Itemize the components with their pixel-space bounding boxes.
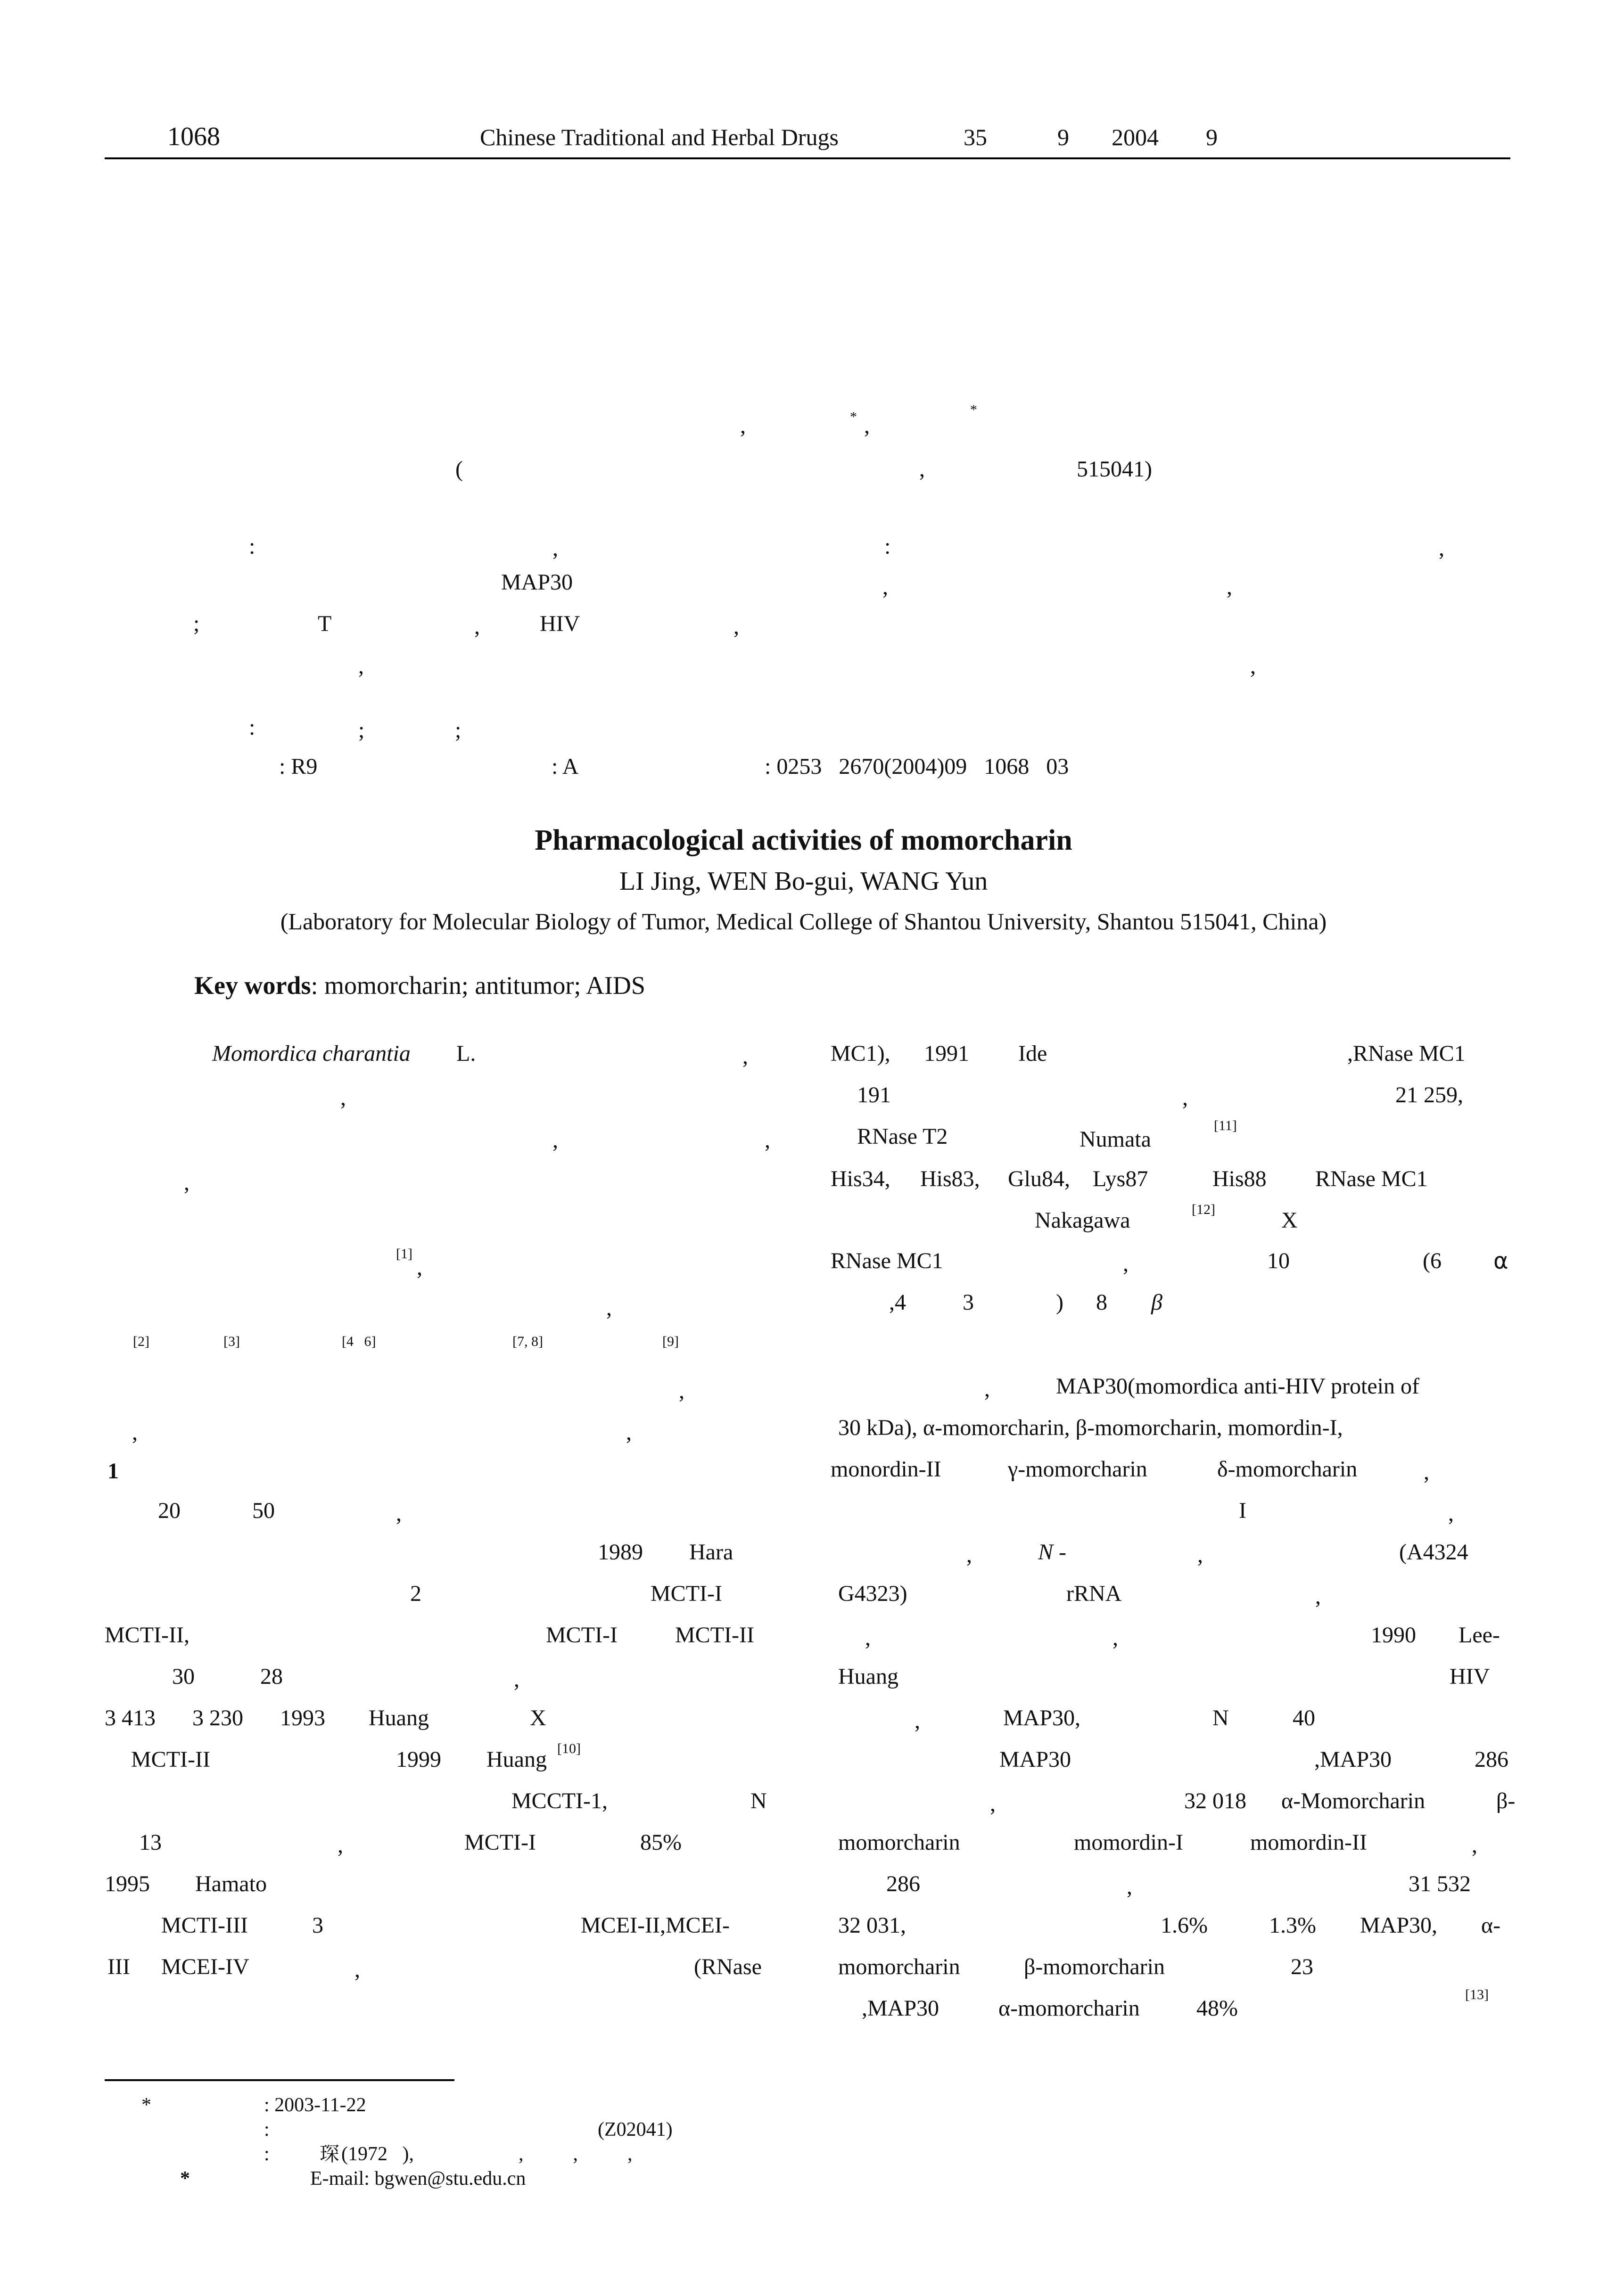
text-term: MCTI-III — [161, 1913, 248, 1938]
text-term: MCTI-II — [675, 1623, 754, 1648]
text-mark: , — [966, 1542, 972, 1567]
text-mark: , — [184, 1170, 190, 1195]
text-term: ,RNase MC1 — [1347, 1041, 1466, 1066]
text-term: momorcharin — [838, 1954, 960, 1979]
abstract-mark: : — [884, 534, 891, 559]
bio-year: (1972 ), — [341, 2143, 414, 2165]
keywords-cn-mark: : — [249, 715, 255, 740]
text-term: RNase MC1 — [831, 1248, 943, 1273]
citation-2: [2] — [133, 1334, 149, 1349]
text-mark: , — [552, 1128, 558, 1153]
email: E-mail: bgwen@stu.edu.cn — [310, 2168, 526, 2189]
english-keywords — [169, 947, 645, 1024]
bio-colon: : — [264, 2143, 270, 2165]
text-number: 23 — [1291, 1954, 1313, 1979]
text-term: ,MAP30 — [862, 1996, 939, 2021]
text-mark: , — [338, 1833, 343, 1858]
text-mark: , — [984, 1377, 990, 1402]
text-number: 30 — [172, 1664, 195, 1689]
english-authors: LI Jing, WEN Bo-gui, WANG Yun — [619, 867, 988, 896]
text-mark: , — [340, 1085, 346, 1110]
class-number: : R9 — [279, 754, 318, 779]
text-term: momordin-II — [1250, 1830, 1367, 1855]
text-mark: , — [679, 1378, 684, 1403]
citation-4-6: [4 6] — [342, 1334, 376, 1349]
alpha-symbol: α — [1493, 1248, 1508, 1274]
footnote-rule — [105, 2079, 454, 2081]
text-term: MCTI-I — [651, 1581, 722, 1606]
text-term: HIV — [1450, 1664, 1490, 1689]
text-term: I — [1239, 1498, 1246, 1523]
keywords-cn-mark: ; — [455, 718, 461, 743]
citation-7-8: [7, 8] — [512, 1334, 543, 1349]
header-rule — [105, 157, 1510, 159]
text-name: Ide — [1018, 1041, 1047, 1066]
text-mark: , — [354, 1957, 360, 1982]
text-term: (RNase — [694, 1954, 762, 1979]
text-line: 30 kDa), α-momorcharin, β-momorcharin, momordin-I, — [838, 1415, 1343, 1440]
text-term: MCTI-II, — [105, 1623, 190, 1648]
beta-symbol: β — [1151, 1290, 1162, 1315]
text-term: MC1), — [831, 1041, 890, 1066]
text-term: His83, — [920, 1166, 980, 1191]
text-term: momordin-I — [1074, 1830, 1183, 1855]
abstract-mark: , — [358, 654, 364, 679]
received-date: : 2003-11-22 — [264, 2094, 366, 2116]
abstract-mark: ; — [193, 611, 200, 636]
page-number: 1068 — [167, 122, 220, 151]
citation-10: [10] — [557, 1741, 581, 1756]
abstract-term: T — [318, 611, 332, 636]
text-number: 1.6% — [1161, 1913, 1208, 1938]
text-term: N - — [1038, 1540, 1066, 1565]
text-term: δ-momorcharin — [1217, 1457, 1358, 1482]
text-mark: , — [1315, 1584, 1321, 1609]
text-term: N — [750, 1788, 767, 1813]
text-term: γ-momorcharin — [1008, 1457, 1147, 1482]
text-term: Lys87 — [1093, 1166, 1148, 1191]
text-mark: , — [1424, 1460, 1429, 1484]
article-id: : 0253 2670(2004)09 1068 03 — [765, 754, 1069, 779]
text-mark: , — [132, 1420, 138, 1445]
fund-colon: : — [264, 2119, 270, 2140]
abstract-mark: , — [1439, 536, 1444, 561]
text-term: MAP30, — [1003, 1706, 1081, 1730]
abstract-mark: , — [1227, 574, 1232, 599]
text-name: Numata — [1080, 1127, 1151, 1152]
journal-volume: 35 — [964, 124, 987, 150]
text-number: 1990 — [1371, 1623, 1416, 1648]
text-mark: , — [1197, 1542, 1203, 1567]
text-number: 20 — [158, 1498, 181, 1523]
text-mark: , — [1182, 1085, 1188, 1110]
citation-13: [13] — [1465, 1987, 1489, 2002]
text-number: 1993 — [280, 1706, 325, 1730]
text-term: His88 — [1212, 1166, 1267, 1191]
abstract-term: HIV — [540, 611, 580, 636]
text-mark: , — [626, 1420, 632, 1445]
text-number: 13 — [139, 1830, 162, 1855]
abstract-mark: , — [552, 536, 558, 561]
fund-code: (Z02041) — [598, 2119, 673, 2140]
text-mark: , — [742, 1044, 748, 1069]
text-term: III — [107, 1954, 130, 1979]
text-term: X — [1281, 1208, 1298, 1233]
bio-glyph: 琛 — [320, 2142, 340, 2165]
text-number: 8 — [1096, 1290, 1107, 1315]
text-term: MAP30(momordica anti-HIV protein of — [1056, 1374, 1419, 1399]
citation-9: [9] — [662, 1334, 679, 1349]
text-number: 85% — [640, 1830, 682, 1855]
text-term: β-momorcharin — [1024, 1954, 1165, 1979]
text-number: 3 413 — [105, 1706, 156, 1730]
text-name: Lee- — [1459, 1623, 1500, 1648]
text-mark: , — [1472, 1833, 1477, 1858]
text-term: α- — [1481, 1913, 1501, 1938]
journal-issue: 9 — [1057, 124, 1069, 150]
text-mark: , — [417, 1255, 422, 1280]
text-number: 2 — [410, 1581, 421, 1606]
text-term: α-Momorcharin — [1281, 1788, 1426, 1813]
text-number: 28 — [260, 1664, 283, 1689]
species-name: Momordica charantia — [212, 1041, 411, 1066]
text-number: 191 — [857, 1082, 891, 1107]
text-mark: , — [990, 1791, 996, 1816]
text-number: 40 — [1293, 1706, 1315, 1730]
text-term: MCEI-II,MCEI- — [581, 1913, 730, 1938]
text-mark: , — [1113, 1625, 1118, 1650]
text-name: Huang — [486, 1747, 547, 1772]
section-number: 1 — [107, 1459, 119, 1484]
text-term: MAP30, — [1360, 1913, 1438, 1938]
text-term: β- — [1496, 1788, 1516, 1813]
text-number: 32 031, — [838, 1913, 906, 1938]
text-number: 10 — [1267, 1248, 1290, 1273]
text-term: rRNA — [1066, 1581, 1122, 1606]
abstract-mark: , — [733, 614, 739, 639]
text-term: ,MAP30 — [1314, 1747, 1392, 1772]
text-term: (A4324 — [1399, 1540, 1468, 1565]
bio-commas: , , , — [519, 2143, 633, 2165]
text-number: 1999 — [396, 1747, 441, 1772]
text-mark: , — [396, 1501, 402, 1526]
text-term: N — [1212, 1706, 1229, 1730]
text-number: 286 — [1475, 1747, 1508, 1772]
abstract-mark: , — [882, 574, 888, 599]
abstract-term: MAP30 — [501, 570, 573, 595]
journal-name: Chinese Traditional and Herbal Drugs — [480, 124, 839, 150]
citation-12: [12] — [1192, 1202, 1215, 1217]
affiliation-open: ( — [455, 457, 463, 482]
text-number: 1989 — [598, 1540, 643, 1565]
text-term: RNase T2 — [857, 1124, 948, 1149]
text-mark: , — [765, 1128, 770, 1153]
text-term: RNase MC1 — [1315, 1166, 1428, 1191]
text-number: ,4 — [889, 1290, 906, 1315]
text-term: G4323) — [838, 1581, 907, 1606]
journal-year: 2004 — [1112, 124, 1159, 150]
text-term: α-momorcharin — [998, 1996, 1140, 2021]
text-number: 3 — [312, 1913, 323, 1938]
text-term: His34, — [831, 1166, 890, 1191]
citation-3: [3] — [223, 1334, 240, 1349]
keywords-cn-mark: ; — [358, 718, 365, 743]
text-term: X — [530, 1706, 546, 1730]
author-mark: * — [970, 402, 977, 418]
abstract-mark: , — [1250, 654, 1256, 679]
text-name: Nakagawa — [1035, 1208, 1130, 1233]
text-name: Huang — [838, 1664, 898, 1689]
abstract-mark: , — [474, 614, 480, 639]
affiliation-zip: 515041) — [1077, 457, 1152, 482]
text-number: 3 230 — [192, 1706, 243, 1730]
text-name: Hamato — [195, 1871, 267, 1896]
text-name: Huang — [369, 1706, 429, 1730]
text-number: 1995 — [105, 1871, 150, 1896]
text-number: 50 — [252, 1498, 275, 1523]
footnote-star: * — [141, 2094, 151, 2116]
abstract-mark: : — [249, 534, 255, 559]
text-term: MCTI-I — [464, 1830, 536, 1855]
affiliation-comma: , — [919, 457, 925, 482]
text-term: momorcharin — [838, 1830, 960, 1855]
text-term: Glu84, — [1008, 1166, 1070, 1191]
text-mark: , — [1127, 1874, 1132, 1899]
text-number: 1.3% — [1269, 1913, 1316, 1938]
citation-11: [11] — [1214, 1118, 1237, 1133]
text-term: MCCTI-1, — [511, 1788, 608, 1813]
text-mark: , — [1123, 1251, 1129, 1276]
english-title: Pharmacological activities of momorcharin — [535, 824, 1072, 856]
author-mark: * — [850, 409, 857, 425]
text-term: MCEI-IV — [161, 1954, 249, 1979]
keywords-label: Key words — [194, 971, 311, 1000]
text-mark: , — [1448, 1501, 1454, 1526]
text-number: 48% — [1196, 1996, 1238, 2021]
text-number: (6 — [1423, 1248, 1442, 1273]
text-number: 21 259, — [1395, 1082, 1463, 1107]
text-term: MAP30 — [999, 1747, 1071, 1772]
species-author: L. — [456, 1041, 476, 1066]
english-affiliation: (Laboratory for Molecular Biology of Tumor, Medical College of Shantou University, Shantou 515041, China) — [280, 908, 1327, 935]
keywords-list: : momorcharin; antitumor; AIDS — [311, 971, 645, 1000]
text-mark: , — [606, 1296, 612, 1320]
text-number: 1991 — [924, 1041, 969, 1066]
text-mark: ) — [1056, 1290, 1063, 1315]
corresponding-star: * — [180, 2168, 190, 2189]
text-number: 3 — [963, 1290, 974, 1315]
author-separator: , — [864, 413, 870, 438]
text-number: 31 532 — [1409, 1871, 1471, 1896]
citation-1: [1] — [396, 1246, 412, 1262]
text-number: 32 018 — [1184, 1788, 1246, 1813]
text-term: MCTI-II — [131, 1747, 210, 1772]
journal-month: 9 — [1206, 124, 1218, 150]
text-name: Hara — [689, 1540, 733, 1565]
text-mark: , — [514, 1667, 519, 1692]
text-term: MCTI-I — [546, 1623, 618, 1648]
text-mark: , — [915, 1708, 920, 1733]
text-term: monordin-II — [831, 1457, 941, 1482]
author-separator: , — [740, 413, 746, 438]
text-number: 286 — [886, 1871, 920, 1896]
text-mark: , — [865, 1625, 871, 1650]
document-code: : A — [552, 754, 579, 779]
